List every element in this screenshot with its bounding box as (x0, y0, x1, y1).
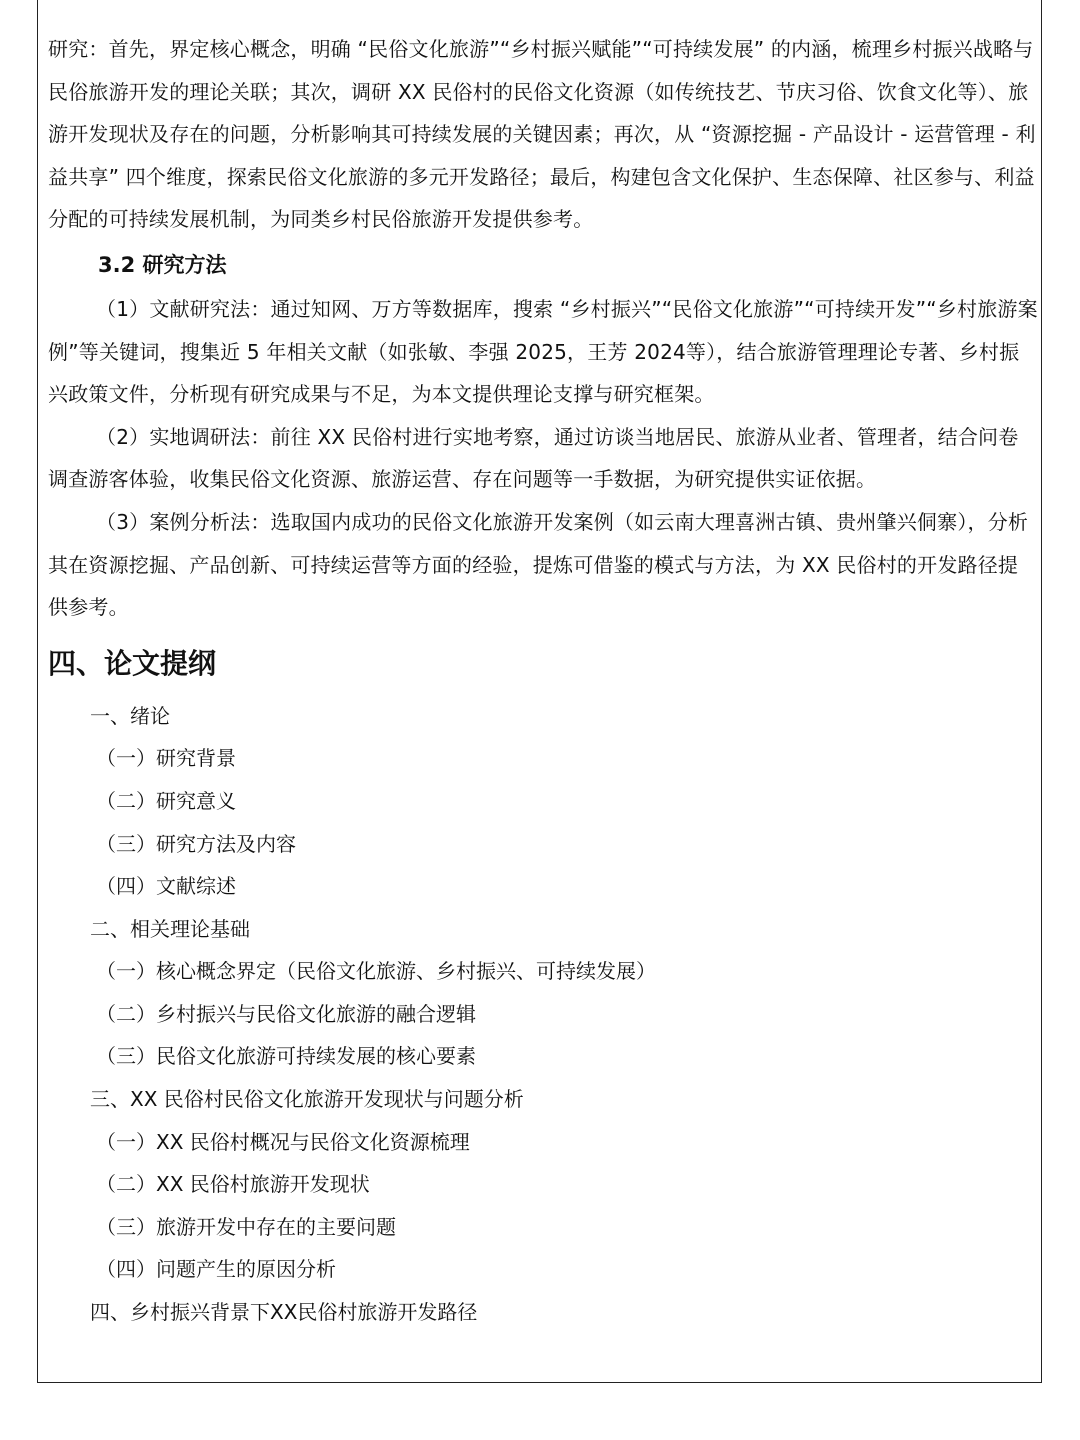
outline-item: （一）XX 民俗村概况与民俗文化资源梳理 (96, 1129, 470, 1154)
outline-item: 三、XX 民俗村民俗文化旅游开发现状与问题分析 (90, 1087, 524, 1112)
method-literature: （1）文献研究法：通过知网、万方等数据库，搜索 “乡村振兴”“民俗文化旅游”“可持续开发”“乡村旅游案例”等关键词，搜集近 5 年相关文献（如张敏、李强 2025，王芳 2024等），结合旅游管理理论专著、乡村振兴政策文件，分析现有研究成果与不足，为本文提供理论支撑与研究框架。 (48, 296, 1038, 407)
outline-item: 二、相关理论基础 (90, 916, 250, 941)
outline-item: （二）研究意义 (96, 788, 236, 813)
outline-item: 一、绪论 (90, 703, 170, 728)
outline-item: （一）研究背景 (96, 746, 236, 771)
outline-item: （四）文献综述 (96, 874, 236, 899)
document-content (48, 28, 1038, 1334)
outline-item: （三）研究方法及内容 (96, 831, 296, 856)
method-fieldwork: （2）实地调研法：前往 XX 民俗村进行实地考察，通过访谈当地居民、旅游从业者、管理者，结合问卷调查游客体验，收集民俗文化资源、旅游运营、存在问题等一手数据，为研究提供实证依据。 (48, 424, 1019, 492)
outline-item: 四、乡村振兴背景下XX民俗村旅游开发路径 (90, 1300, 478, 1325)
method-case-analysis: （3）案例分析法：选取国内成功的民俗文化旅游开发案例（如云南大理喜洲古镇、贵州肇兴侗寨），分析其在资源挖掘、产品创新、可持续运营等方面的经验，提炼可借鉴的模式与方法，为 XX 民俗村的开发路径提供参考。 (48, 509, 1029, 620)
outline-item: （三）旅游开发中存在的主要问题 (96, 1214, 396, 1239)
research-content-paragraph: 研究：首先，界定核心概念，明确 “民俗文化旅游”“乡村振兴赋能”“可持续发展” 的内涵，梳理乡村振兴战略与民俗旅游开发的理论关联；其次，调研 XX 民俗村的民俗文化资源（如传统技艺、节庆习俗、饮食文化等）、旅游开发现状及存在的问题，分析影响其可持续发展的关键因素；再次，从 “资源挖掘 - 产品设计 - 运营管理 - 利益共享” 四个维度，探索民俗文化旅游的多元开发路径；最后，构建包含文化保护、生态保障、社区参与、利益分配的可持续发展机制，为同类乡村民俗旅游开发提供参考。 (48, 37, 1036, 232)
thesis-outline (48, 695, 1038, 1334)
outline-item: （一）核心概念界定（民俗文化旅游、乡村振兴、可持续发展） (96, 959, 656, 984)
outline-item: （二）乡村振兴与民俗文化旅游的融合逻辑 (96, 1001, 476, 1026)
outline-chapter-heading: 四、论文提纲 (48, 646, 217, 680)
outline-item: （四）问题产生的原因分析 (96, 1257, 336, 1282)
outline-item: （二）XX 民俗村旅游开发现状 (96, 1172, 370, 1197)
outline-item: （三）民俗文化旅游可持续发展的核心要素 (96, 1044, 476, 1069)
methods-subheading: 3.2 研究方法 (98, 252, 227, 277)
